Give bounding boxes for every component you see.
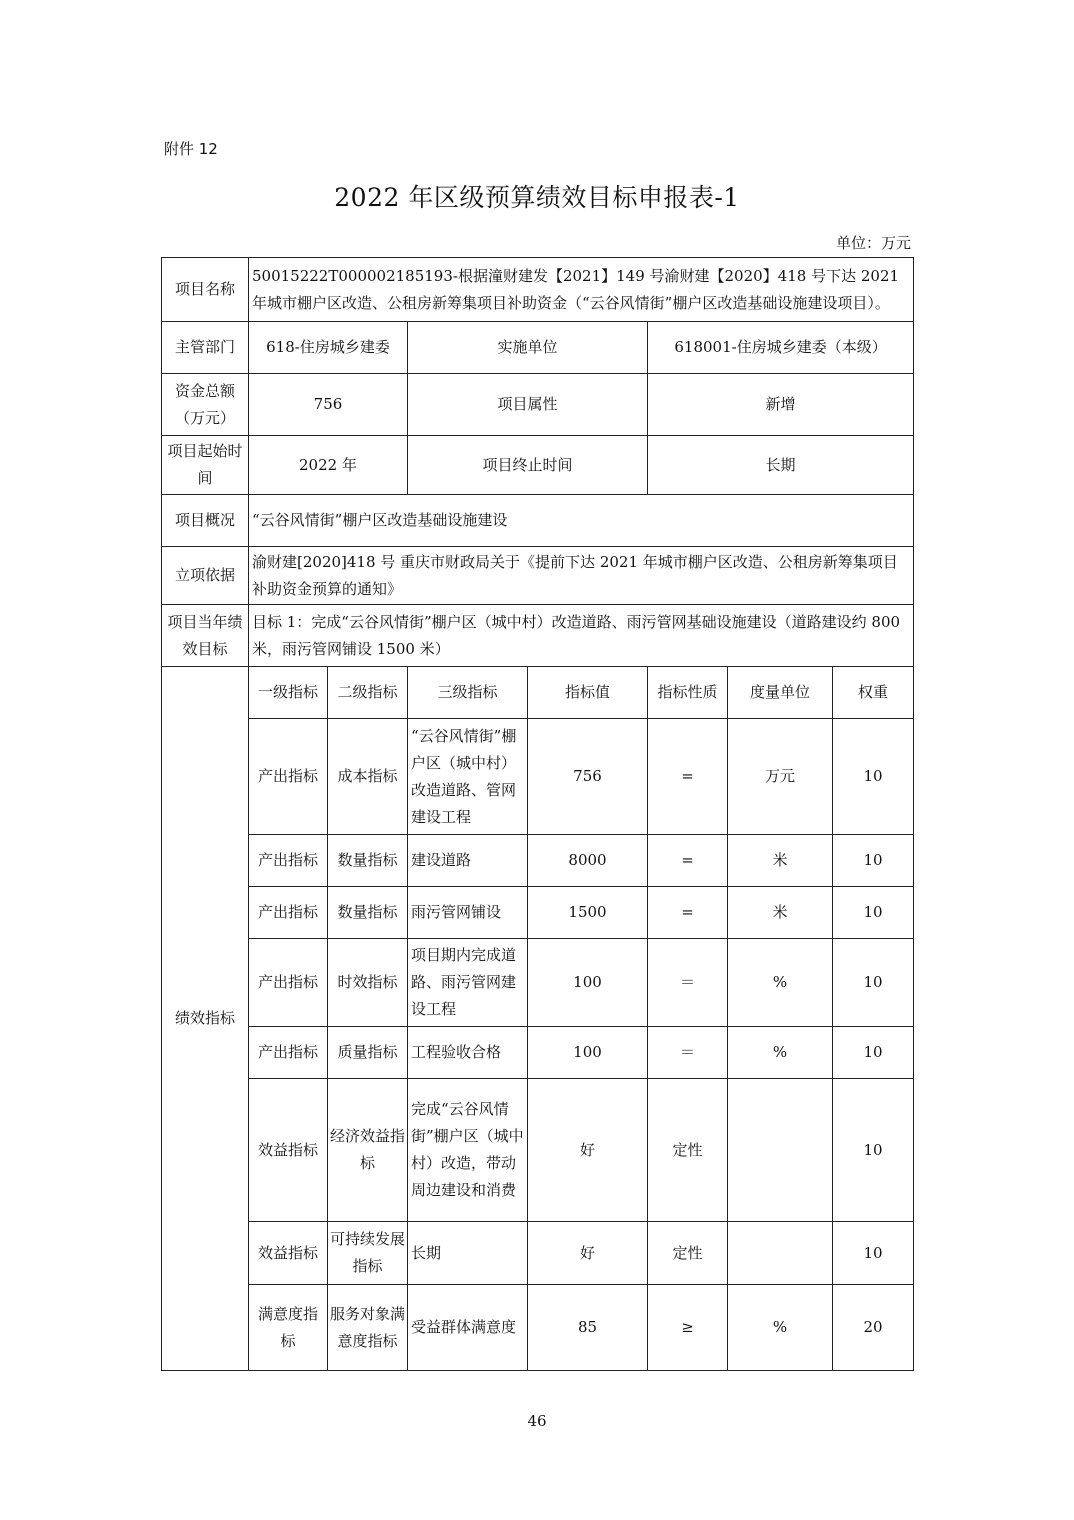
project-attr-label: 项目属性: [408, 374, 648, 436]
indicator-level3: 完成“云谷风情街”棚户区（城中村）改造，带动周边建设和消费: [408, 1079, 528, 1222]
indicator-level2: 数量指标: [328, 887, 408, 939]
indicator-nature: ≥: [648, 1285, 728, 1371]
indicator-level3: 项目期内完成道路、雨污管网建设工程: [408, 939, 528, 1027]
row-project-name: [162, 258, 914, 322]
indicator-level1: 产出指标: [249, 719, 328, 835]
indicator-weight: 10: [833, 1079, 914, 1222]
indicator-value: 100: [528, 1027, 648, 1079]
goal-value: 目标 1：完成“云谷风情街”棚户区（城中村）改造道路、雨污管网基础设施建设（道路建设约 800 米，雨污管网铺设 1500 米）: [249, 605, 914, 667]
indicator-unit: 米: [728, 835, 833, 887]
basis-value: 渝财建[2020]418 号 重庆市财政局关于《提前下达 2021 年城市棚户区改造、公租房新筹集项目补助资金预算的通知》: [249, 547, 914, 605]
end-time-value: 长期: [648, 436, 914, 495]
indicator-level1: 效益指标: [249, 1079, 328, 1222]
row-department: [162, 322, 914, 374]
indicator-value: 85: [528, 1285, 648, 1371]
indicator-level1: 产出指标: [249, 1027, 328, 1079]
indicator-level1: 产出指标: [249, 835, 328, 887]
indicator-row: [162, 1222, 914, 1285]
indicator-nature: 定性: [648, 1079, 728, 1222]
indicator-unit: [728, 1079, 833, 1222]
indicator-level3: 受益群体满意度: [408, 1285, 528, 1371]
row-summary: [162, 495, 914, 547]
indicator-row: [162, 835, 914, 887]
indicator-level3: 建设道路: [408, 835, 528, 887]
indicator-nature: 定性: [648, 1222, 728, 1285]
attachment-label: 附件 12: [164, 140, 218, 158]
header-weight: 权重: [833, 667, 914, 719]
row-funds: [162, 374, 914, 436]
indicator-nature: ＝: [648, 939, 728, 1027]
basis-label: 立项依据: [162, 547, 249, 605]
indicator-level1: 产出指标: [249, 887, 328, 939]
funds-value: 756: [249, 374, 408, 436]
summary-label: 项目概况: [162, 495, 249, 547]
header-level1: 一级指标: [249, 667, 328, 719]
indicator-level3: 长期: [408, 1222, 528, 1285]
indicator-level2: 时效指标: [328, 939, 408, 1027]
indicator-nature: =: [648, 719, 728, 835]
indicator-weight: 10: [833, 939, 914, 1027]
budget-performance-table: [161, 257, 914, 1371]
indicator-weight: 10: [833, 1222, 914, 1285]
indicator-level3: 工程验收合格: [408, 1027, 528, 1079]
indicators-label: 绩效指标: [162, 667, 249, 1371]
row-basis: [162, 547, 914, 605]
start-time-label: 项目起始时间: [162, 436, 249, 495]
header-level2: 二级指标: [328, 667, 408, 719]
indicator-nature: =: [648, 835, 728, 887]
end-time-label: 项目终止时间: [408, 436, 648, 495]
indicator-row: [162, 1027, 914, 1079]
indicator-unit: %: [728, 939, 833, 1027]
indicator-unit: 万元: [728, 719, 833, 835]
page-number: 46: [527, 1412, 547, 1430]
indicator-nature: ＝: [648, 1027, 728, 1079]
indicator-nature: =: [648, 887, 728, 939]
impl-unit-label: 实施单位: [408, 322, 648, 374]
department-label: 主管部门: [162, 322, 249, 374]
indicator-row: [162, 1285, 914, 1371]
indicator-value: 100: [528, 939, 648, 1027]
indicator-value: 756: [528, 719, 648, 835]
header-value: 指标值: [528, 667, 648, 719]
indicator-unit: %: [728, 1027, 833, 1079]
indicator-unit: 米: [728, 887, 833, 939]
indicator-level2: 服务对象满意度指标: [328, 1285, 408, 1371]
indicator-row: [162, 887, 914, 939]
funds-label: 资金总额（万元）: [162, 374, 249, 436]
project-name-label: 项目名称: [162, 258, 249, 322]
summary-value: “云谷风情街”棚户区改造基础设施建设: [249, 495, 914, 547]
indicator-level1: 效益指标: [249, 1222, 328, 1285]
page-title: 2022 年区级预算绩效目标申报表-1: [334, 183, 740, 212]
header-unit: 度量单位: [728, 667, 833, 719]
indicator-weight: 20: [833, 1285, 914, 1371]
indicator-value: 好: [528, 1222, 648, 1285]
indicator-unit: %: [728, 1285, 833, 1371]
unit-note: 单位：万元: [835, 234, 911, 252]
indicator-value: 8000: [528, 835, 648, 887]
goal-label: 项目当年绩效目标: [162, 605, 249, 667]
project-name-value: 50015222T000002185193-根据潼财建发【2021】149 号渝财建【2020】418 号下达 2021 年城市棚户区改造、公租房新筹集项目补助资金（“云谷风情街”棚户区改造基础设施建设项目）。: [249, 258, 914, 322]
header-nature: 指标性质: [648, 667, 728, 719]
indicator-weight: 10: [833, 719, 914, 835]
indicator-level3: 雨污管网铺设: [408, 887, 528, 939]
indicator-value: 1500: [528, 887, 648, 939]
indicator-row: [162, 1079, 914, 1222]
indicator-level2: 质量指标: [328, 1027, 408, 1079]
indicator-weight: 10: [833, 887, 914, 939]
indicator-level3: “云谷风情街”棚户区（城中村）改造道路、管网建设工程: [408, 719, 528, 835]
indicator-unit: [728, 1222, 833, 1285]
project-attr-value: 新增: [648, 374, 914, 436]
indicator-level2: 成本指标: [328, 719, 408, 835]
indicator-header-row: [162, 667, 914, 719]
indicator-level1: 产出指标: [249, 939, 328, 1027]
start-time-value: 2022 年: [249, 436, 408, 495]
indicator-level2: 经济效益指标: [328, 1079, 408, 1222]
indicator-level1: 满意度指标: [249, 1285, 328, 1371]
indicator-value: 好: [528, 1079, 648, 1222]
indicator-level2: 可持续发展指标: [328, 1222, 408, 1285]
row-goal: [162, 605, 914, 667]
indicator-weight: 10: [833, 1027, 914, 1079]
indicator-weight: 10: [833, 835, 914, 887]
header-level3: 三级指标: [408, 667, 528, 719]
indicator-row: [162, 939, 914, 1027]
indicator-level2: 数量指标: [328, 835, 408, 887]
row-period: [162, 436, 914, 495]
department-value: 618-住房城乡建委: [249, 322, 408, 374]
impl-unit-value: 618001-住房城乡建委（本级）: [648, 322, 914, 374]
indicator-row: [162, 719, 914, 835]
